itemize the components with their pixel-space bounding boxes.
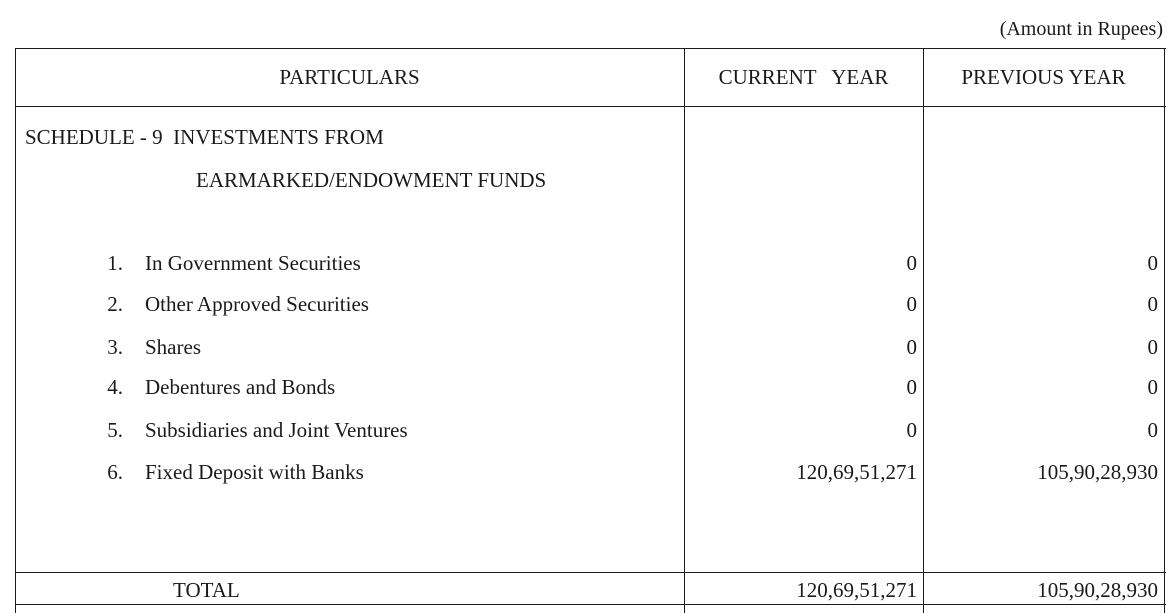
item-previous-value: 105,90,28,930 [1037,460,1158,484]
item-label: Shares [145,335,201,359]
total-current-value: 120,69,51,271 [796,578,917,602]
item-current-value: 0 [906,375,917,399]
item-number: 4. [107,375,123,399]
left-border [15,48,16,613]
item-number: 5. [107,418,123,442]
item-label: In Government Securities [145,251,361,275]
item-label: Debentures and Bonds [145,375,336,399]
column-header-previous-year: PREVIOUS YEAR [961,65,1126,89]
item-current-value: 120,69,51,271 [796,460,917,484]
item-label: Fixed Deposit with Banks [145,460,364,484]
total-previous-value: 105,90,28,930 [1037,578,1158,602]
header-bottom-border [15,106,1166,107]
item-previous-value: 0 [1147,335,1158,359]
item-current-value: 0 [906,292,917,316]
column-header-current-year: CURRENT YEAR [718,65,889,89]
schedule-title-line2: EARMARKED/ENDOWMENT FUNDS [196,168,547,192]
item-number: 6. [107,460,123,484]
column-divider-1 [684,48,685,613]
column-divider-2 [923,48,924,613]
item-current-value: 0 [906,251,917,275]
item-previous-value: 0 [1147,251,1158,275]
schedule-title-line1: SCHEDULE - 9 INVESTMENTS FROM [25,125,384,149]
item-number: 3. [107,335,123,359]
right-border [1164,48,1165,613]
item-label: Subsidiaries and Joint Ventures [145,418,408,442]
total-label: TOTAL [173,578,240,602]
amount-unit-note: (Amount in Rupees) [999,18,1163,40]
item-previous-value: 0 [1147,375,1158,399]
total-bottom-border [15,604,1166,605]
item-number: 2. [107,292,123,316]
column-header-particulars: PARTICULARS [279,65,420,89]
item-current-value: 0 [906,335,917,359]
item-current-value: 0 [906,418,917,442]
item-previous-value: 0 [1147,292,1158,316]
table-top-border [15,48,1166,49]
item-label: Other Approved Securities [145,292,369,316]
item-number: 1. [107,251,123,275]
total-top-border [15,572,1166,573]
item-previous-value: 0 [1147,418,1158,442]
schedule-table [15,48,1166,613]
